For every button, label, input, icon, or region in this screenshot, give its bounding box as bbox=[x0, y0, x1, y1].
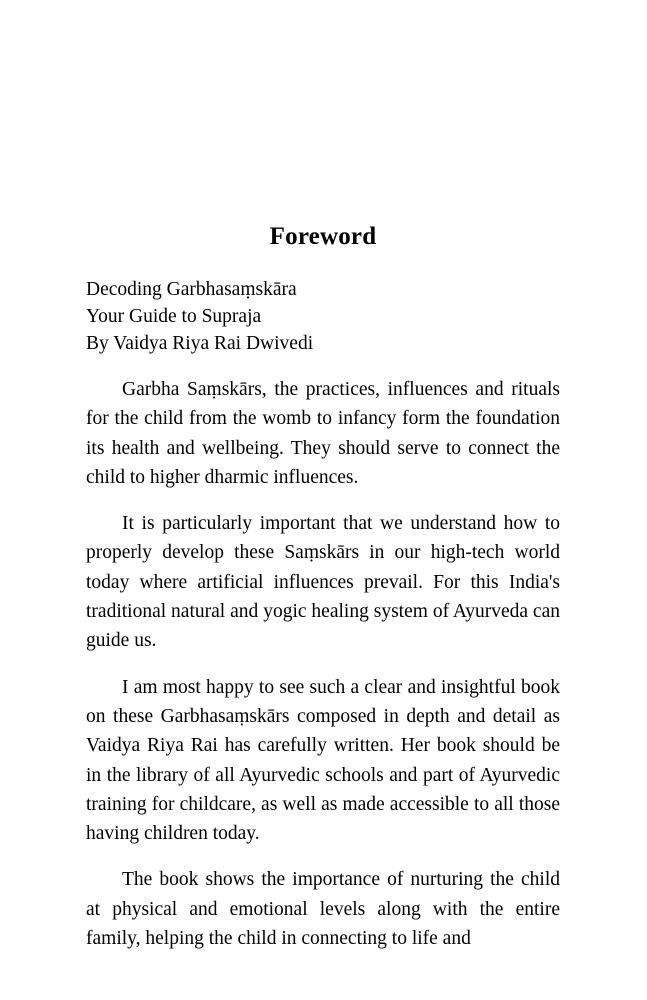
body-paragraph: I am most happy to see such a clear and insightful book on these Garbhasaṃskārs composed in depth and detail as Vaidya Riya Rai has carefully written. Her book should be in the library of all Ayurvedic schools and part of Ayurvedic training for childcare, as well as made accessible to all those having children today. bbox=[86, 676, 560, 845]
subtitle-block bbox=[86, 252, 560, 357]
body-paragraph: Garbha Saṃskārs, the practices, influences and rituals for the child from the womb to infancy form the foundation its health and wellbeing. They should serve to connect the child to higher dharmic influences. bbox=[86, 379, 560, 488]
body-paragraph: It is particularly important that we understand how to properly develop these Saṃskārs in our high-tech world today where artificial influences prevail. For this India's traditional natural and yogic healing system of Ayurveda can guide us. bbox=[86, 513, 560, 652]
subtitle-line-book-subtitle: Your Guide to Supraja bbox=[86, 306, 262, 327]
page-content-column bbox=[86, 0, 560, 953]
body-paragraph: The book shows the importance of nurturing the child at physical and emotional levels along with the entire family, helping the child in connecting to life and bbox=[86, 869, 560, 950]
subtitle-line-author: By Vaidya Riya Rai Dwivedi bbox=[86, 333, 314, 354]
page-title: Foreword bbox=[269, 223, 377, 250]
subtitle-line-book-title: Decoding Garbhasaṃskāra bbox=[86, 279, 297, 300]
